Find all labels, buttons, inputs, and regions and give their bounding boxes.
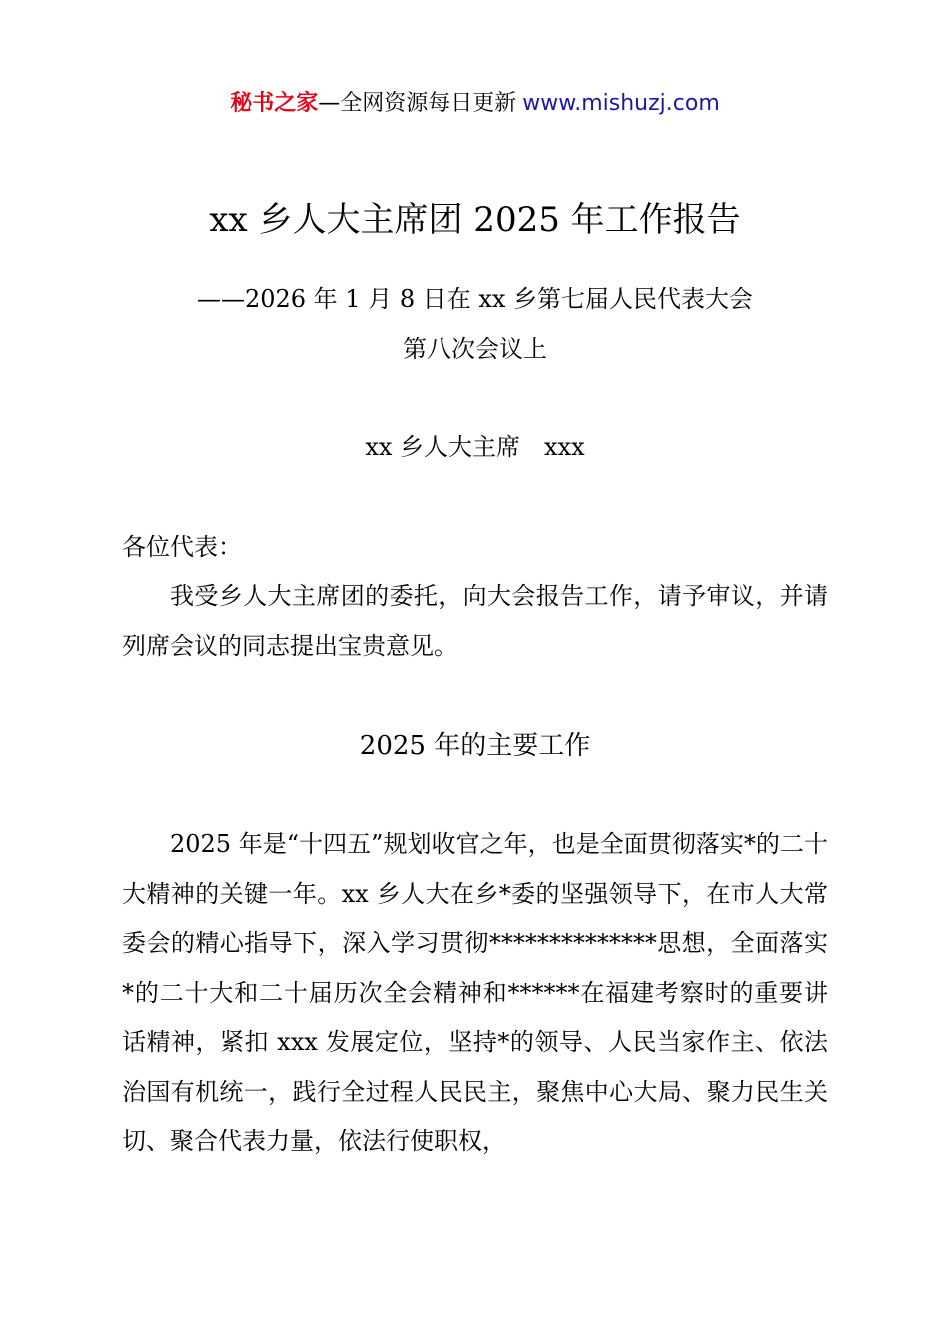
salutation: 各位代表： [122, 533, 242, 561]
subtitle-line-1: ——2026 年 1 月 8 日在 xx 乡第七届人民代表大会 [196, 285, 754, 313]
site-url-link[interactable]: www.mishuzj.com [522, 91, 720, 116]
intro-paragraph: 我受乡人大主席团的委托，向大会报告工作，请予审议，并请列席会议的同志提出宝贵意见。 [122, 582, 828, 660]
section-heading: 2025 年的主要工作 [359, 731, 591, 761]
site-tagline: —全网资源每日更新 [318, 91, 517, 116]
site-header [0, 88, 950, 120]
brand-name: 秘书之家 [230, 91, 319, 116]
document-title: xx 乡人大主席团 2025 年工作报告 [209, 200, 741, 240]
author-line: xx 乡人大主席 xxx [365, 433, 585, 461]
body-paragraph: 2025 年是“十四五”规划收官之年，也是全面贯彻落实*的二十大精神的关键一年。xx 乡人大在乡*委的坚强领导下，在市人大常委会的精心指导下，深入学习贯彻**************思想，全面落实*的二十大和二十届历次全会精神和******在福建考察时的重要讲话精神，紧扣 xxx 发展定位，坚持*的领导、人民当家作主、依法治国有机统一，践行全过程人民民主，聚焦中心大局、聚力民生关切、聚合代表力量，依法行使职权， [122, 830, 828, 1155]
subtitle-line-2: 第八次会议上 [403, 335, 547, 363]
